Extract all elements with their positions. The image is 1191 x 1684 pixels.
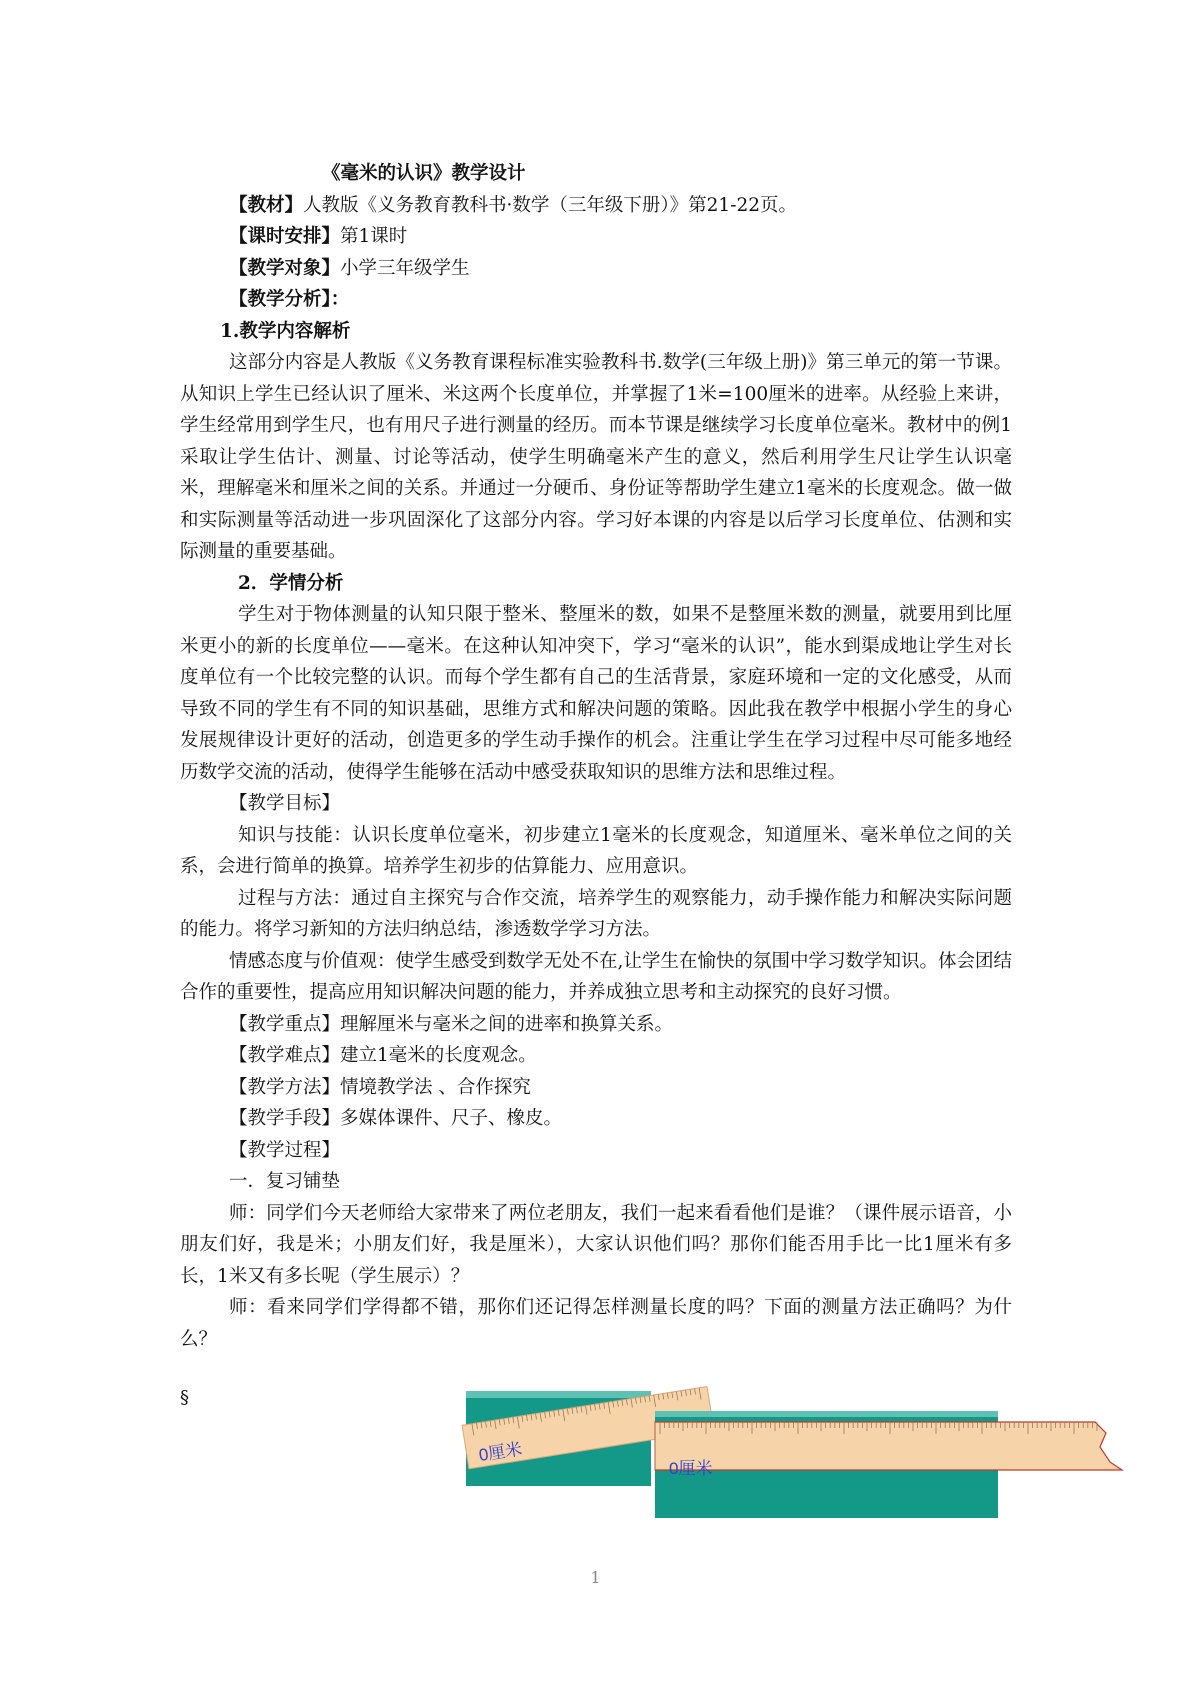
key-label: 【教学方法】 <box>229 1076 341 1098</box>
meta-value: 人教版《义务教育教科书·数学（三年级下册）》第21-22页。 <box>303 194 797 216</box>
section-heading-content-analysis: 1.教学内容解析 <box>220 320 351 342</box>
key-label: 【教学难点】 <box>229 1045 341 1066</box>
right-ruler-label: 0厘米 <box>669 1459 713 1478</box>
right-ruler-body <box>655 1422 1122 1470</box>
meta-value: ： <box>330 289 350 310</box>
key-value: 多媒体课件、尺子、橡皮。 <box>340 1108 563 1129</box>
paragraph-goal-process: 过程与方法：通过自主探究与合作交流，培养学生的观察能力，动手操作能力和解决实际问题的能力。将学习新知的方法归纳总结，渗透数学学习方法。 <box>180 887 1012 940</box>
paragraph-learner-analysis: 学生对于物体测量的认知只限于整米、整厘米的数，如果不是整厘米数的测量，就要用到比厘米更小的新的长度单位——毫米。在这种认知冲突下，学习“毫米的认识”，能水到渠成地让学生对长度单位有一个比较完整的认识。而每个学生都有自己的生活背景，家庭环境和一定的文化感受，从而导致不同的学生有不同的知识基础，思维方式和解决问题的策略。因此我在教学中根据小学生的身心发展规律设计更好的活动，创造更多的学生动手操作的机会。注重让学生在学习过程中尽可能多地经历数学交流的活动，使得学生能够在活动中感受获取知识的思维方法和思维过程。 <box>180 604 1012 783</box>
key-label: 【教学手段】 <box>229 1108 341 1129</box>
key-label: 【教学重点】 <box>229 1013 341 1035</box>
document-title: 《毫米的认识》教学设计 <box>322 163 526 184</box>
meta-value: 第1课时 <box>340 226 408 247</box>
paragraph-goal-emotion: 情感态度与价值观：使学生感受到数学无处不在,让学生在愉快的氛围中学习数学知识。体会团结合作的重要性，提高应用知识解决问题的能力，并养成独立思考和主动探究的良好习惯。 <box>180 950 1012 1003</box>
meta-value: 小学三年级学生 <box>340 257 470 279</box>
right-object-highlight <box>655 1411 998 1417</box>
key-value: 情境教学法 、合作探究 <box>340 1076 531 1098</box>
key-value: 理解厘米与毫米之间的进率和换算关系。 <box>340 1013 674 1035</box>
meta-label: 【教学分析】 <box>229 289 331 310</box>
section-heading-goals: 【教学目标】 <box>229 793 341 814</box>
section-mark: § <box>180 1387 189 1408</box>
left-ruler-label: 0厘米 <box>477 1439 524 1465</box>
paragraph-teacher-2: 师：看来同学们学得都不错，那你们还记得怎样测量长度的吗？下面的测量方法正确吗？为什么？ <box>180 1297 1012 1350</box>
paragraph-content-analysis: 这部分内容是人教版《义务教育课程标准实验教科书.数学(三年级上册)》第三单元的第一节课。从知识上学生已经认识了厘米、米这两个长度单位，并掌握了1米=100厘米的进率。从经验上来讲，学生经常用到学生尺，也有用尺子进行测量的经历。而本节课是继续学习长度单位毫米。教材中的例1采取让学生估计、测量、讨论等活动，使学生明确毫米产生的意义，然后利用学生尺让学生认识毫米，理解毫米和厘米之间的关系。并通过一分硬币、身份证等帮助学生建立1毫米的长度观念。做一做和实际测量等活动进一步巩固深化了这部分内容。学习好本课的内容是以后学习长度单位、估测和实际测量的重要基础。 <box>180 352 1012 562</box>
right-measurement-figure <box>655 1411 1122 1518</box>
paragraph-goal-knowledge: 知识与技能：认识长度单位毫米，初步建立1毫米的长度观念，知道厘米、毫米单位之间的关系，会进行简单的换算。培养学生初步的估算能力、应用意识。 <box>180 824 1012 877</box>
section-heading-process: 【教学过程】 <box>229 1139 341 1161</box>
page-number: 1 <box>590 1568 601 1587</box>
paragraph-teacher-1: 师：同学们今天老师给大家带来了两位老朋友，我们一起来看看他们是谁？（课件展示语音，小朋友们好，我是米；小朋友们好，我是厘米），大家认识他们吗？那你们能否用手比一比1厘米有多长，1米又有多长呢（学生展示）？ <box>180 1202 1012 1287</box>
meta-label: 【教材】 <box>229 194 304 216</box>
left-object-highlight <box>466 1391 651 1398</box>
section-heading-learner-analysis: 2．学情分析 <box>238 572 344 594</box>
key-value: 建立1毫米的长度观念。 <box>340 1045 537 1066</box>
meta-label: 【课时安排】 <box>229 226 341 247</box>
meta-label: 【教学对象】 <box>229 257 341 279</box>
step-heading-review: 一．复习铺垫 <box>229 1171 341 1192</box>
